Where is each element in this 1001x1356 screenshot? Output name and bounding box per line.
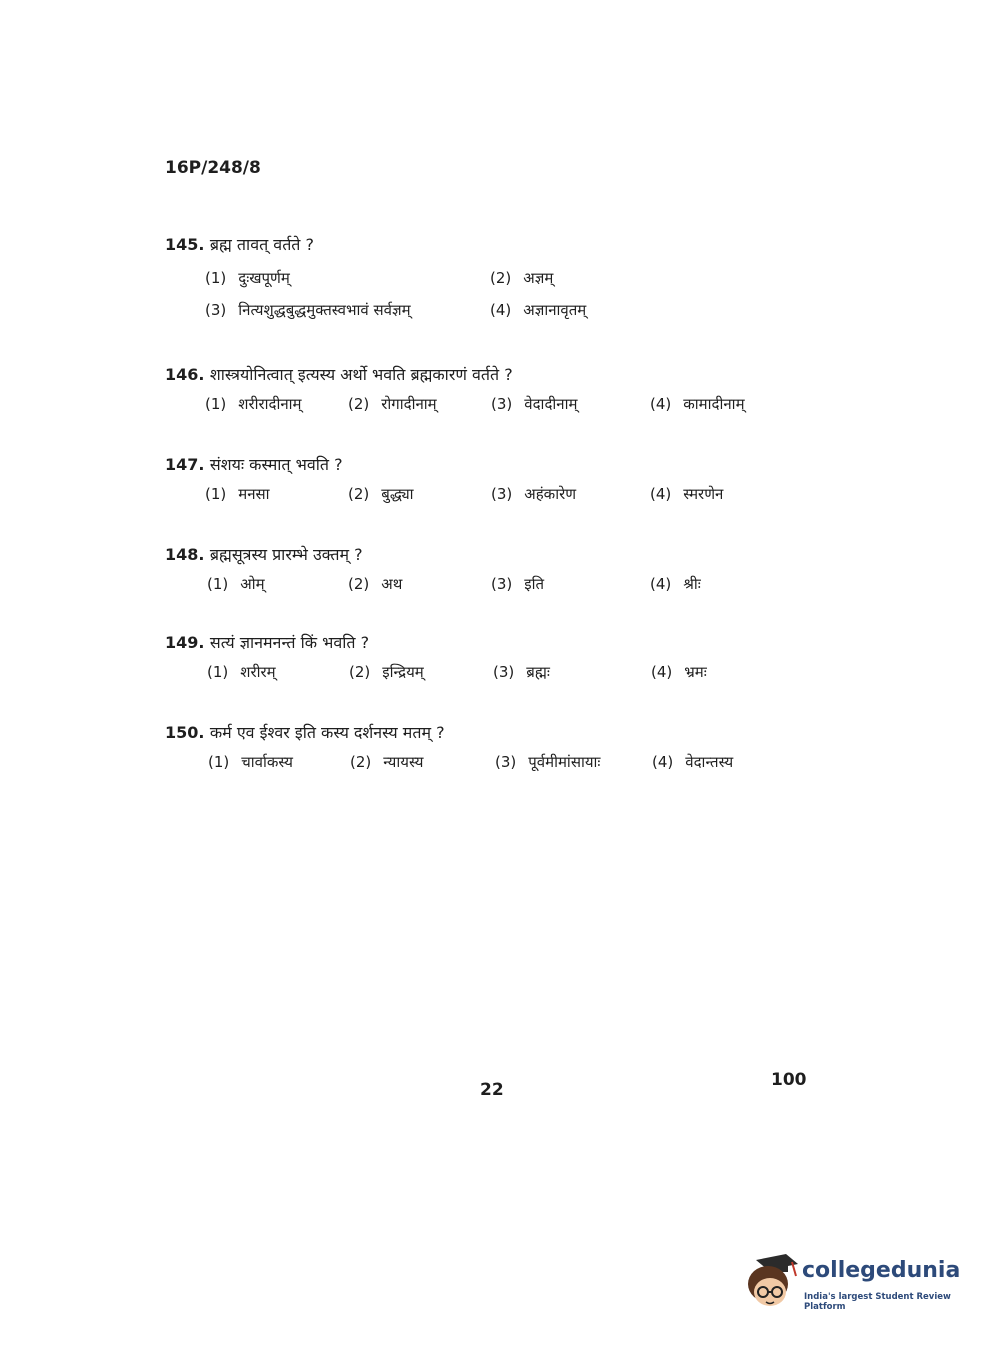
question-number: 146.	[165, 365, 205, 384]
options-row	[165, 752, 805, 784]
question-148	[165, 542, 805, 606]
option-number: (2)	[348, 575, 370, 593]
question-text: सत्यं ज्ञानमनन्तं किं भवति ?	[209, 633, 370, 652]
option-text: भ्रमः	[684, 663, 707, 681]
option-1	[207, 574, 265, 594]
option-number: (4)	[652, 753, 674, 771]
option-number: (3)	[491, 395, 513, 413]
option-number: (1)	[208, 753, 230, 771]
option-number: (1)	[205, 485, 227, 503]
question-text: ब्रह्मसूत्रस्य प्रारम्भे उक्तम् ?	[209, 545, 363, 564]
option-number: (3)	[493, 663, 515, 681]
logo-tagline: India's largest Student Review Platform	[804, 1292, 951, 1312]
question-text: ब्रह्म तावत् वर्तते ?	[209, 235, 315, 254]
options-row	[165, 268, 805, 300]
option-4	[650, 574, 701, 594]
option-number: (1)	[207, 575, 229, 593]
option-text: मनसा	[238, 485, 270, 503]
question-number: 147.	[165, 455, 205, 474]
option-text: वेदादीनाम्	[524, 395, 578, 413]
option-text: स्मरणेन	[683, 485, 724, 503]
question-number: 149.	[165, 633, 205, 652]
option-number: (2)	[490, 269, 512, 287]
option-text: नित्यशुद्धबुद्धमुक्तस्वभावं सर्वज्ञम्	[238, 301, 411, 319]
question-stem	[165, 452, 805, 478]
option-number: (3)	[205, 301, 227, 319]
option-2	[348, 574, 402, 594]
option-text: न्यायस्य	[383, 753, 424, 771]
option-2	[350, 752, 424, 772]
option-number: (4)	[650, 575, 672, 593]
option-text: दुःखपूर्णम्	[238, 269, 290, 287]
option-number: (4)	[650, 395, 672, 413]
question-stem	[165, 720, 805, 746]
option-number: (2)	[348, 485, 370, 503]
option-2	[348, 394, 437, 414]
option-1	[205, 268, 290, 288]
option-1	[207, 662, 276, 682]
option-number: (3)	[491, 575, 513, 593]
option-3	[493, 662, 550, 682]
option-3	[491, 574, 544, 594]
option-text: शरीरम्	[240, 663, 276, 681]
mascot-icon	[742, 1252, 800, 1312]
option-number: (4)	[650, 485, 672, 503]
option-4	[651, 662, 707, 682]
option-number: (1)	[207, 663, 229, 681]
question-number: 150.	[165, 723, 205, 742]
option-text: चार्वाकस्य	[241, 753, 293, 771]
question-146	[165, 362, 805, 426]
option-3	[491, 394, 577, 414]
options-row	[165, 300, 805, 332]
option-number: (1)	[205, 269, 227, 287]
option-4	[490, 300, 586, 320]
option-text: श्रीः	[683, 575, 701, 593]
option-4	[650, 484, 723, 504]
question-number: 148.	[165, 545, 205, 564]
option-2	[349, 662, 424, 682]
option-2	[490, 268, 553, 288]
question-text: शास्त्रयोनित्वात् इत्यस्य अर्थो भवति ब्रह्मकारणं वर्तते ?	[209, 365, 513, 384]
option-number: (2)	[350, 753, 372, 771]
question-147	[165, 452, 805, 516]
option-2	[348, 484, 414, 504]
options-row	[165, 574, 805, 606]
option-text: अज्ञानावृतम्	[523, 301, 587, 319]
option-3	[495, 752, 600, 772]
option-text: रोगादीनाम्	[381, 395, 437, 413]
collegedunia-logo	[742, 1252, 972, 1316]
options-row	[165, 394, 805, 426]
option-text: इति	[524, 575, 545, 593]
option-text: अहंकारेण	[524, 485, 577, 503]
option-3	[205, 300, 411, 320]
question-text: कर्म एव ईश्वर इति कस्य दर्शनस्य मतम् ?	[209, 723, 445, 742]
option-text: ब्रह्मः	[526, 663, 550, 681]
question-stem	[165, 630, 805, 656]
paper-code: 16P/248/8	[165, 158, 261, 178]
option-1	[205, 484, 270, 504]
logo-wordmark: collegedunia	[802, 1258, 961, 1283]
option-text: अथ	[381, 575, 403, 593]
options-row	[165, 484, 805, 516]
option-text: अज्ञम्	[523, 269, 554, 287]
question-149	[165, 630, 805, 694]
option-number: (2)	[349, 663, 371, 681]
option-number: (1)	[205, 395, 227, 413]
question-145	[165, 232, 805, 332]
option-4	[652, 752, 733, 772]
question-stem	[165, 232, 805, 258]
option-text: वेदान्तस्य	[685, 753, 734, 771]
option-3	[491, 484, 576, 504]
option-number: (3)	[495, 753, 517, 771]
question-text: संशयः कस्मात् भवति ?	[209, 455, 343, 474]
option-1	[205, 394, 302, 414]
option-4	[650, 394, 745, 414]
page-number: 22	[480, 1080, 504, 1100]
option-text: ओम्	[240, 575, 265, 593]
page-marks: 100	[771, 1070, 807, 1090]
option-number: (3)	[491, 485, 513, 503]
question-stem	[165, 362, 805, 388]
option-text: इन्द्रियम्	[382, 663, 424, 681]
option-text: बुद्ध्या	[381, 485, 414, 503]
option-1	[208, 752, 293, 772]
question-number: 145.	[165, 235, 205, 254]
options-row	[165, 662, 805, 694]
option-text: पूर्वमीमांसायाः	[528, 753, 601, 771]
question-stem	[165, 542, 805, 568]
option-text: कामादीनाम्	[683, 395, 745, 413]
option-text: शरीरादीनाम्	[238, 395, 302, 413]
option-number: (4)	[490, 301, 512, 319]
option-number: (2)	[348, 395, 370, 413]
question-150	[165, 720, 805, 784]
option-number: (4)	[651, 663, 673, 681]
